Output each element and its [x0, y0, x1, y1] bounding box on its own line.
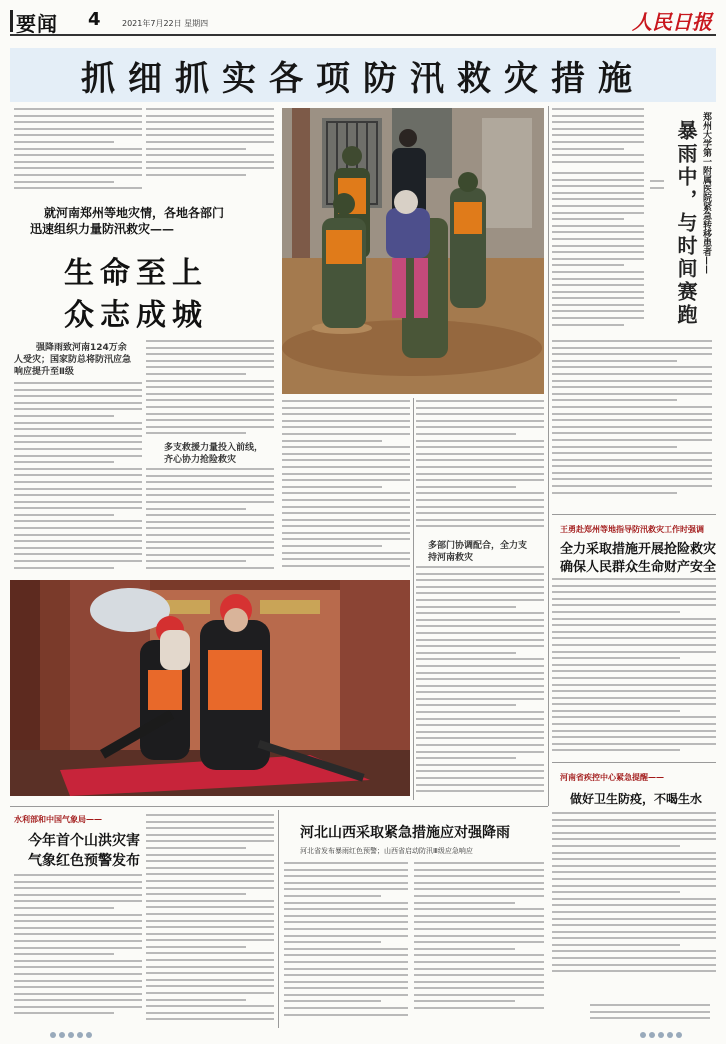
- column-4-text: [416, 400, 544, 530]
- divider-bottom-1: [278, 810, 279, 1028]
- right-story-headline-1: 全力采取措施开展抢险救灾: [560, 542, 717, 557]
- lead-kicker-1: 就河南郑州等地灾情，各地各部门: [44, 206, 225, 220]
- sub-c-title-2: 持河南救灾: [428, 553, 474, 563]
- masthead: [10, 6, 716, 36]
- right-story-headline-2: 确保人民群众生命财产安全: [560, 560, 717, 575]
- bottom-col-4-text: [414, 862, 544, 1024]
- footer-dots-right: [640, 1032, 682, 1038]
- divider-right-2: [552, 762, 716, 763]
- bottom-left-headline-1: 今年首个山洪灾害: [28, 833, 140, 849]
- rescue-photo-top-image: [282, 108, 544, 394]
- banner: [10, 48, 716, 102]
- divider-right-1: [552, 514, 716, 515]
- lead-intro-text: [14, 108, 142, 196]
- lead-intro-text-2: [146, 108, 274, 196]
- sub-a-title-1: 强降雨致河南124万余: [36, 343, 127, 353]
- lead-kicker-2: 迅速组织力量防汛救灾——: [30, 222, 175, 236]
- lead-headline-2: 众志成城: [64, 298, 208, 333]
- sub-c-title-1: 多部门协调配合，全力支: [428, 541, 528, 551]
- sub-a-text: [14, 382, 142, 572]
- banner-title: 抓细抓实各项防汛救灾措施: [81, 58, 645, 99]
- bottom-left-headline-2: 气象红色预警发布: [28, 853, 140, 869]
- sub-b-title-1: 多支救援力量投入前线，: [164, 443, 264, 453]
- column-3-text: [282, 400, 410, 570]
- sub-b-text: [146, 468, 274, 572]
- side-feature-kicker: 郑州大学第一附属医院紧急转移患者——: [701, 112, 711, 274]
- divider-right-col: [548, 106, 549, 806]
- right-story-kicker: 王勇赴郑州等地指导防汛救灾工作时强调: [560, 524, 704, 534]
- bottom-col-2-text: [146, 814, 274, 1024]
- bottom-col-3-text: [284, 862, 408, 1024]
- sub-c-text: [416, 566, 544, 796]
- editor-credits: [590, 1004, 710, 1030]
- dateline: 2021年7月22日 星期四: [122, 19, 209, 28]
- rescue-photo-bottom: [10, 580, 410, 796]
- health-story-text: [552, 812, 716, 1002]
- divider-bottom-section: [10, 806, 548, 807]
- health-story-headline: 做好卫生防疫，不喝生水: [570, 792, 703, 806]
- side-feature-text-1: [552, 108, 644, 168]
- page-number: 4: [88, 9, 101, 30]
- side-feature-text-2: [552, 172, 644, 342]
- newspaper-logo: 人民日报: [632, 10, 712, 34]
- rescue-photo-top: [282, 108, 544, 394]
- sub-a-title-3: 响应提升至Ⅱ级: [14, 367, 74, 377]
- bottom-center-subtitle: 河北省发布暴雨红色预警；山西省启动防汛Ⅲ级应急响应: [300, 847, 473, 855]
- sub-b-title-2: 齐心协力抢险救灾: [164, 455, 237, 465]
- bottom-center-headline: 河北山西采取紧急措施应对强降雨: [300, 825, 510, 841]
- section-name: 要闻: [16, 12, 58, 36]
- lead-headline-1: 生命至上: [64, 256, 208, 291]
- section-bar: [10, 10, 13, 32]
- right-story-text: [552, 578, 716, 756]
- divider-mid: [413, 398, 414, 800]
- sub-a-title-2: 人受灾；国家防总将防汛应急: [14, 355, 132, 365]
- side-feature-text-3: [552, 340, 712, 508]
- side-feature-headline: 暴雨中，与时间赛跑: [674, 120, 698, 327]
- bottom-left-text: [14, 874, 142, 1022]
- health-story-kicker: 河南省疾控中心紧急提醒——: [560, 772, 664, 782]
- side-feature-byline: [650, 180, 664, 240]
- bottom-left-label: 水利部和中国气象局——: [14, 814, 102, 824]
- footer-dots-left: [50, 1032, 92, 1038]
- column-2-text: [146, 340, 274, 436]
- rescue-photo-bottom-image: [10, 580, 410, 796]
